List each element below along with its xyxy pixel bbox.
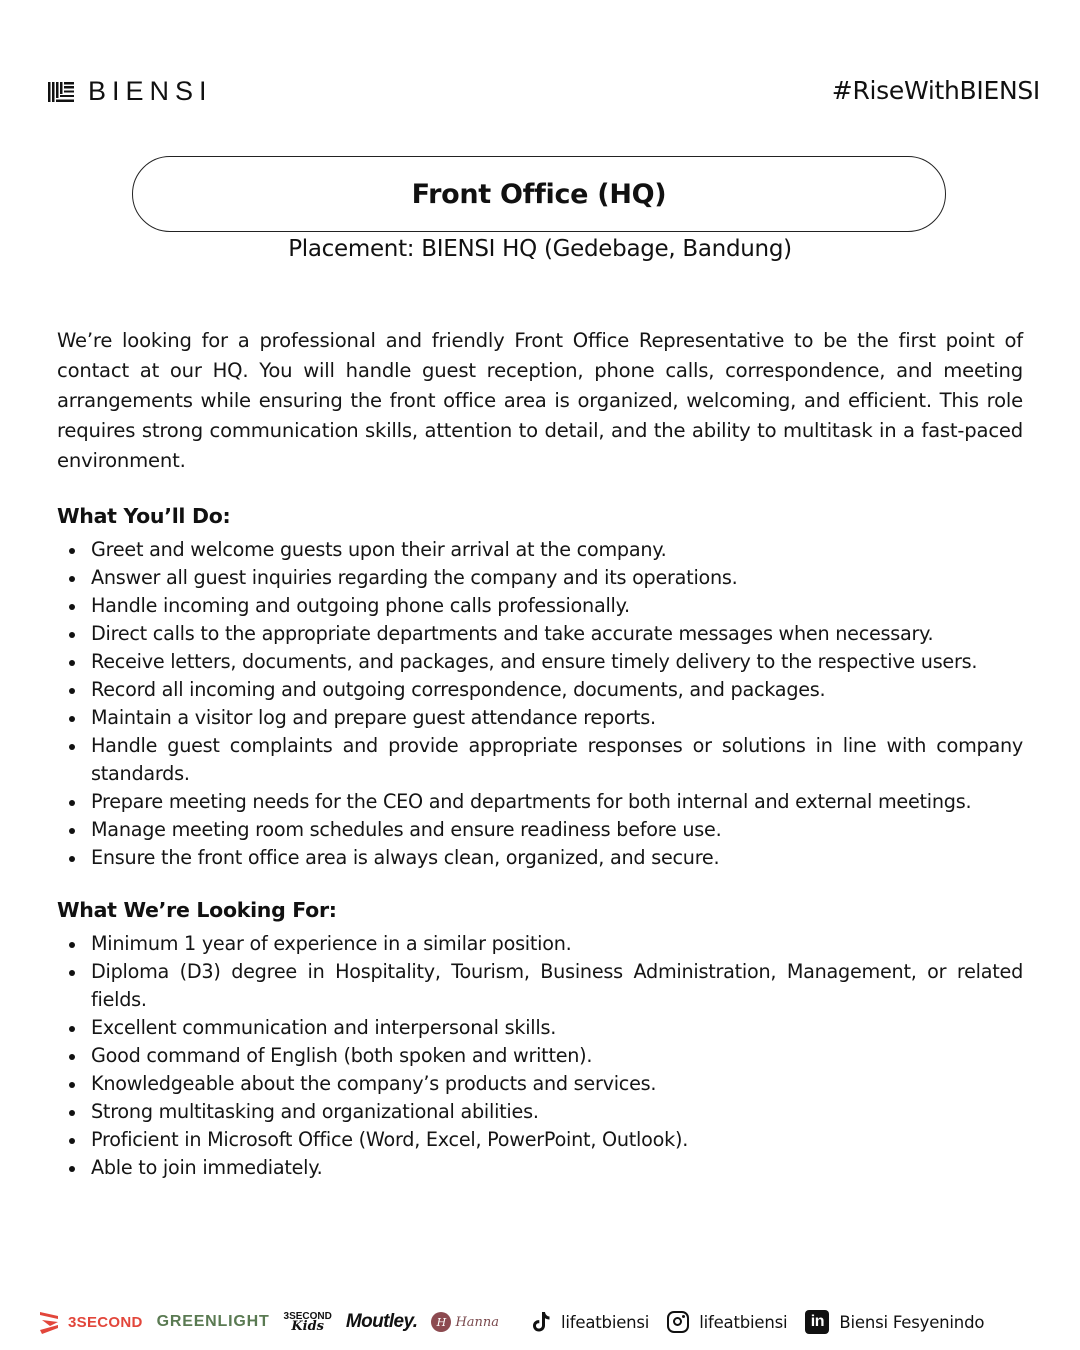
instagram-icon	[667, 1311, 689, 1333]
list-item: Knowledgeable about the company’s products and services.	[57, 1070, 1023, 1098]
linkedin-name: Biensi Fesyenindo	[839, 1312, 985, 1332]
linkedin-icon: in	[805, 1310, 829, 1334]
list-item: Greet and welcome guests upon their arrival at the company.	[57, 536, 1023, 564]
header	[48, 70, 1040, 110]
list-item: Manage meeting room schedules and ensure readiness before use.	[57, 816, 1023, 844]
brand-logo-hanna: H Hanna	[431, 1312, 499, 1332]
list-item: Strong multitasking and organizational abilities.	[57, 1098, 1023, 1126]
list-item: Minimum 1 year of experience in a similar position.	[57, 930, 1023, 958]
footer	[38, 1304, 1042, 1340]
list-item: Proficient in Microsoft Office (Word, Excel, PowerPoint, Outlook).	[57, 1126, 1023, 1154]
intro-paragraph: We’re looking for a professional and friendly Front Office Representative to be the first point of contact at our HQ. You will handle guest reception, phone calls, correspondence, and meeting arrangements while ensuring the front office area is organized, welcoming, and efficient. This role requires strong communication skills, attention to detail, and the ability to multitask in a fast-paced environment.	[57, 329, 1023, 472]
list-item: Excellent communication and interpersonal skills.	[57, 1014, 1023, 1042]
list-item: Receive letters, documents, and packages, and ensure timely delivery to the respective users.	[57, 648, 1023, 676]
hanna-badge-icon: H	[431, 1312, 451, 1332]
list-item: Prepare meeting needs for the CEO and departments for both internal and external meetings.	[57, 788, 1023, 816]
list-item: Good command of English (both spoken and written).	[57, 1042, 1023, 1070]
instagram-handle: lifeatbiensi	[699, 1312, 788, 1332]
tiktok-handle: lifeatbiensi	[561, 1312, 650, 1332]
job-title: Front Office (HQ)	[411, 178, 667, 210]
brand-logo-moutley: Moutley.	[345, 1311, 418, 1332]
job-description	[57, 326, 1023, 1182]
responsibilities-heading: What You’ll Do:	[57, 504, 231, 528]
social-instagram[interactable]	[667, 1311, 787, 1333]
list-item: Answer all guest inquiries regarding the company and its operations.	[57, 564, 1023, 592]
placement: Placement: BIENSI HQ (Gedebage, Bandung)	[288, 236, 792, 262]
tiktok-icon	[531, 1310, 551, 1334]
brand-logo-greenlight: GREENLIGHT	[156, 1313, 270, 1330]
list-item: Maintain a visitor log and prepare guest attendance reports.	[57, 704, 1023, 732]
biensi-logo-icon	[48, 82, 74, 102]
list-item: Record all incoming and outgoing correspondence, documents, and packages.	[57, 676, 1023, 704]
list-item: Ensure the front office area is always clean, organized, and secure.	[57, 844, 1023, 872]
social-linkedin[interactable]	[805, 1310, 984, 1334]
requirements-heading: What We’re Looking For:	[57, 898, 337, 922]
list-item: Handle guest complaints and provide appropriate responses or solutions in line with company standards.	[57, 732, 1023, 788]
hashtag: #RiseWithBIENSI	[831, 76, 1040, 105]
social-tiktok[interactable]	[531, 1310, 649, 1334]
job-title-pill	[132, 156, 946, 232]
list-item: Direct calls to the appropriate departments and take accurate messages when necessary.	[57, 620, 1023, 648]
brand-name: BIENSI	[88, 76, 213, 106]
responsibilities-list	[57, 536, 1023, 872]
brand-logo	[48, 76, 213, 107]
requirements-list	[57, 930, 1023, 1182]
brand-logo-3second-kids: 3SECOND Kids	[283, 1311, 332, 1334]
list-item: Handle incoming and outgoing phone calls professionally.	[57, 592, 1023, 620]
list-item: Diploma (D3) degree in Hospitality, Tourism, Business Administration, Management, or related fields.	[57, 958, 1023, 1014]
3second-mark-icon	[38, 1308, 62, 1336]
list-item: Able to join immediately.	[57, 1154, 1023, 1182]
brand-logo-3second: 3SECOND	[38, 1308, 143, 1336]
